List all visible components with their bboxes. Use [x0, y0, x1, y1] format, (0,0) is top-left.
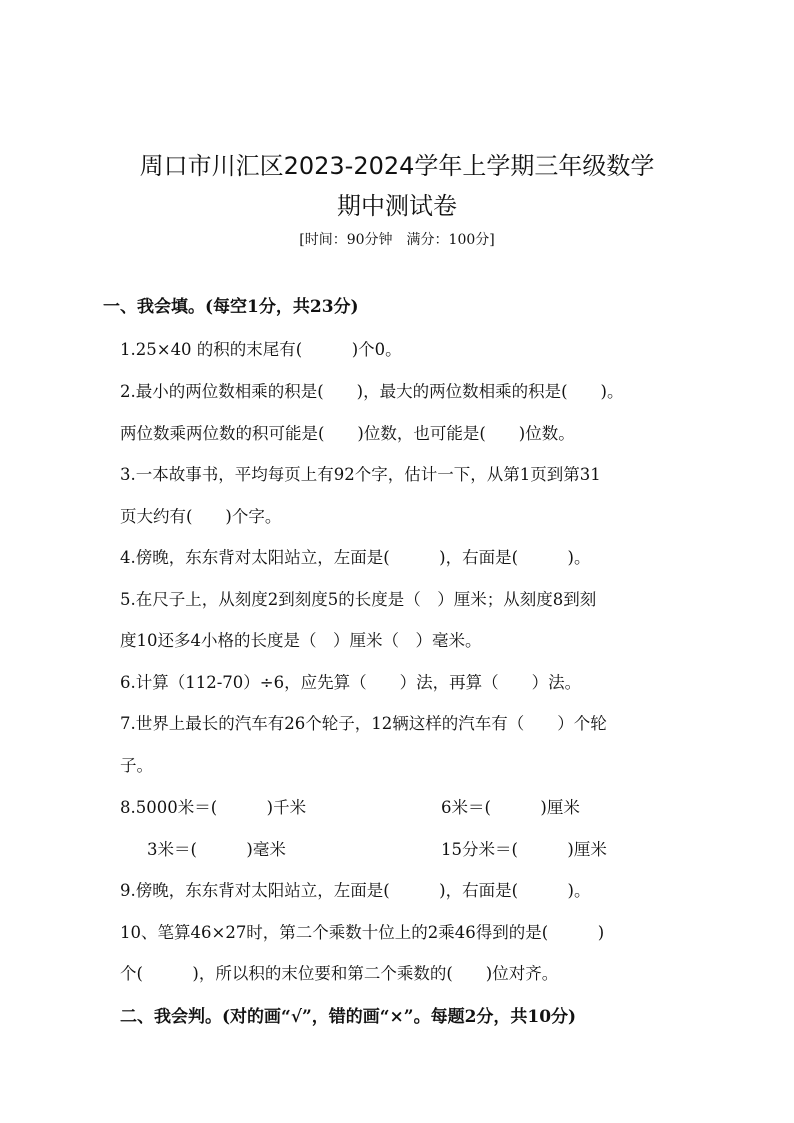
question-line: 1.25×40 的积的末尾有( )个0。	[120, 340, 402, 359]
question-line: 6.计算（112-70）÷6，应先算（ ）法，再算（ ）法。	[120, 673, 582, 692]
question-line: 子。	[120, 756, 153, 775]
question-line: 2.最小的两位数相乘的积是( )，最大的两位数相乘的积是( )。	[120, 382, 624, 401]
exam-time-score: [时间：90分钟 满分：100分]	[299, 232, 495, 248]
exam-title-line2: 期中测试卷	[337, 192, 457, 220]
section1-heading: 一、我会填。(每空1分，共23分)	[103, 297, 359, 317]
question-line: 3.一本故事书，平均每页上有92个字，估计一下，从第1页到第31	[120, 465, 601, 484]
question-line: 7.世界上最长的汽车有26个轮子，12辆这样的汽车有（ ）个轮	[120, 714, 607, 733]
question-line: 10、笔算46×27时，第二个乘数十位上的2乘46得到的是( )	[120, 923, 605, 942]
question-line: 个( )，所以积的末位要和第二个乘数的( )位对齐。	[120, 964, 559, 983]
question-line: 页大约有( )个字。	[120, 507, 282, 526]
q8-item-c: 3米＝( )毫米	[147, 840, 286, 859]
q8-item-a: 8.5000米＝( )千米	[120, 798, 307, 817]
q8-item-b: 6米＝( )厘米	[441, 798, 580, 817]
q8-item-d: 15分米＝( )厘米	[441, 840, 607, 859]
question-line: 两位数乘两位数的积可能是( )位数，也可能是( )位数。	[120, 424, 575, 443]
exam-title-line1: 周口市川汇区2023-2024学年上学期三年级数学	[139, 152, 655, 180]
question-line: 9.傍晚，东东背对太阳站立，左面是( )，右面是( )。	[120, 881, 591, 900]
question-line: 4.傍晚，东东背对太阳站立，左面是( )，右面是( )。	[120, 548, 591, 567]
question-line: 度10还多4小格的长度是（ ）厘米（ ）毫米。	[120, 631, 482, 650]
section2-heading: 二、我会判。(对的画“√”，错的画“×”。每题2分，共10分)	[120, 1007, 577, 1027]
question-line: 5.在尺子上，从刻度2到刻度5的长度是（ ）厘米；从刻度8到刻	[120, 590, 597, 609]
